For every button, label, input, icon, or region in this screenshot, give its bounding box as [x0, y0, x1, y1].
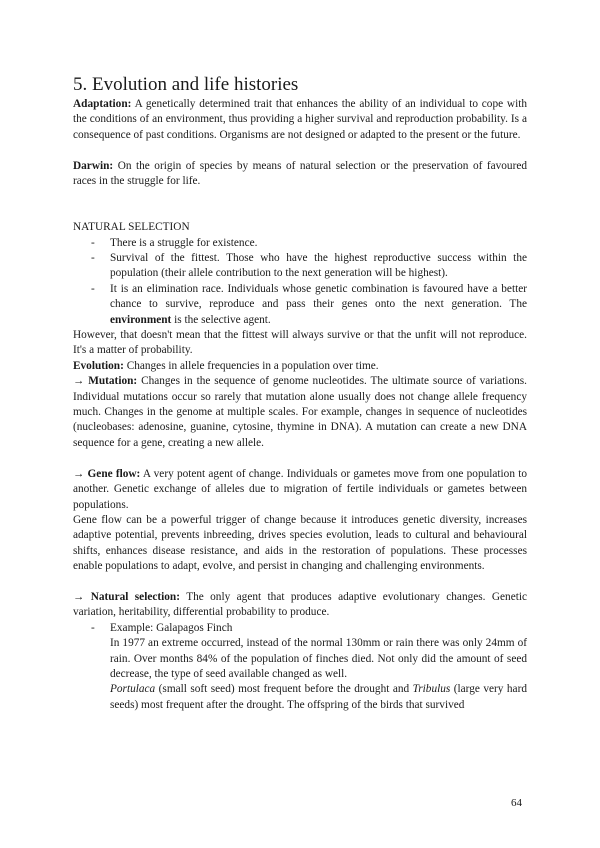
list-item: - Survival of the fittest. Those who have the highest reproductive success within the population (their allele contribution to the next generation will be highest). — [73, 251, 527, 282]
natural-selection-text: The only agent that produces adaptive evolutionary changes. Genetic variation, heritability, differential probability to produce. — [73, 590, 528, 619]
arrow-icon: → — [73, 467, 85, 480]
natural-selection-list — [73, 236, 527, 328]
mutation-term: Mutation: — [88, 375, 138, 388]
evolution-term: Evolution: — [73, 359, 124, 372]
page-title: 5. Evolution and life histories — [73, 74, 299, 95]
gene-flow-term: Gene flow: — [87, 467, 141, 480]
mutation-paragraph — [73, 374, 527, 451]
list-item: - Example: Galapagos Finch — [73, 621, 527, 636]
adaptation-term: Adaptation: — [73, 98, 132, 110]
natural-selection-term: Natural selection: — [90, 590, 180, 603]
darwin-term: Darwin: — [73, 159, 114, 172]
natural-selection-heading: NATURAL SELECTION — [73, 221, 190, 234]
page-number: 64 — [511, 797, 522, 809]
adaptation-paragraph — [73, 97, 527, 143]
darwin-paragraph — [73, 159, 527, 190]
natural-selection-agent-paragraph — [73, 590, 527, 621]
gene-flow-paragraph — [73, 467, 527, 513]
evolution-paragraph — [73, 359, 527, 374]
adaptation-text: A genetically determined trait that enhances the ability of an individual to cope with the conditions of an environment, thus providing a higher survival and reproduction probability. Is a consequence of past conditions. Organisms are not designed or adapted to the present or the future. — [73, 98, 527, 141]
evolution-text: Changes in allele frequencies in a population over time. — [126, 359, 379, 372]
portulaca-term: Portulaca — [110, 683, 156, 696]
gene-flow-paragraph-2: Gene flow can be a powerful trigger of change because it introduces genetic diversity, increases adaptive potential, prevents inbreeding, drives species evolution, leads to cultural and behavioural shifts, enhances disease resistance, and aids in the restoration of populations. These processes enable populations to adapt, evolve, and persist in changing and challenging environments. — [73, 513, 527, 573]
mutation-text: Changes in the sequence of genome nucleotides. The ultimate source of variations. Individual mutations occur so rarely that mutation alone usually does not change allele frequency much. Changes in the genome at multiple scales. For example, changes in sequence of nucleotides (nucleobases: adenosine, guanine, cytosine, thymine in DNA). A mutation can create a new DNA sequence for a gene, creating a new allele. — [73, 375, 527, 449]
gene-flow-text: A very potent agent of change. Individuals or gametes move from one population to another. Genetic exchange of alleles due to migration of fertile individuals or gametes between populations. — [73, 467, 527, 511]
arrow-icon: → — [73, 590, 85, 603]
page-body — [73, 97, 527, 713]
tribulus-term: Tribulus — [412, 683, 451, 696]
list-item: - There is a struggle for existence. — [73, 236, 527, 251]
example-list — [73, 621, 527, 636]
environment-term: environment — [110, 313, 172, 326]
arrow-icon: → — [73, 375, 85, 388]
example-text: In 1977 an extreme occurred, instead of the normal 130mm or rain there was only 24mm of rain. Over months 84% of the population of finches died. Not only did the amount of seed decrease, the type of seed available changed as well. — [110, 637, 527, 680]
darwin-text: On the origin of species by means of natural selection or the preservation of favoured races in the struggle for life. — [73, 159, 528, 188]
list-item: - It is an elimination race. Individuals whose genetic combination is favoured have a better chance to survive, reproduce and pass their genes onto the next generation. The environment is the selective agent. — [73, 282, 527, 328]
however-paragraph: However, that doesn't mean that the fittest will always survive or that the unfit will not reproduce. It's a matter of probability. — [73, 329, 527, 357]
seed-paragraph: Portulaca (small soft seed) most frequent before the drought and Tribulus (large very hard seeds) most frequent after the drought. The offspring of the birds that survived — [110, 683, 527, 711]
